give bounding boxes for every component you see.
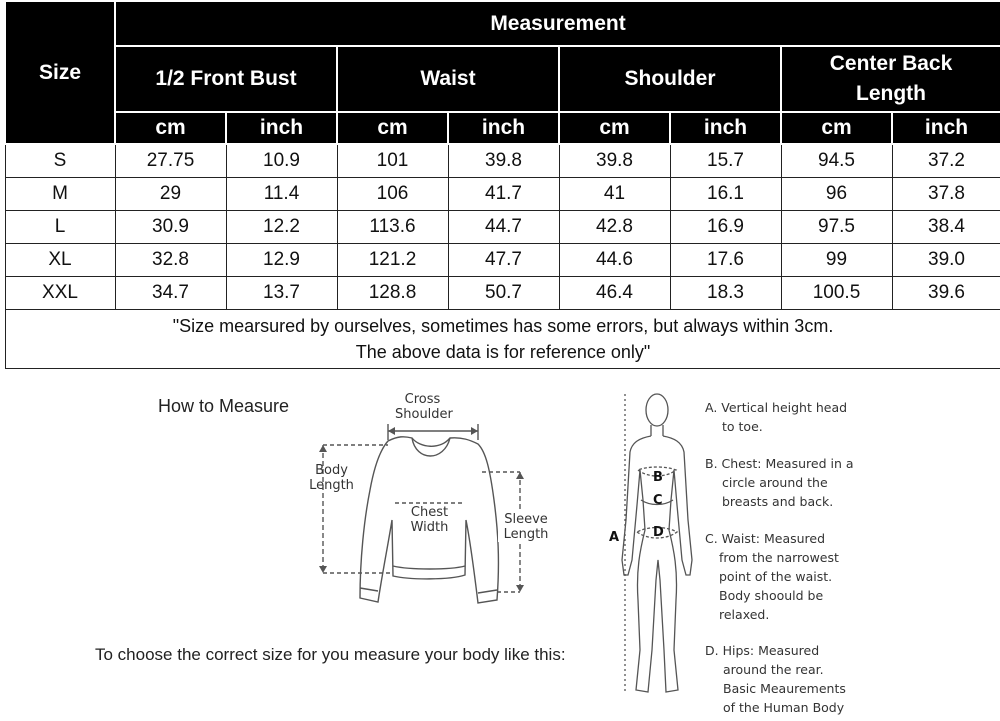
legend-a xyxy=(705,398,880,436)
measurement-cell: 29 xyxy=(115,178,226,211)
sleeve-length-label-line-2: Length xyxy=(503,527,549,542)
marker-a: A xyxy=(609,530,620,545)
measurement-cell: 16.1 xyxy=(670,178,781,211)
cross-shoulder-label-line-2: Shoulder xyxy=(395,407,453,422)
sweater-neckline xyxy=(412,438,450,456)
measurement-cell: 27.75 xyxy=(115,144,226,178)
body-length-label-line-2: Length xyxy=(309,478,354,493)
unit-header: cm xyxy=(781,112,892,144)
unit-header: cm xyxy=(115,112,226,144)
legend-d xyxy=(705,641,880,717)
measurement-cell: 17.6 xyxy=(670,244,781,277)
legend-b-line: breasts and back. xyxy=(722,494,834,509)
body-length-label-line-1: Body xyxy=(315,463,348,478)
marker-c: C xyxy=(653,493,663,508)
size-label: XL xyxy=(5,244,115,277)
measurement-cell: 46.4 xyxy=(559,277,670,310)
legend-d-line: around the rear. xyxy=(723,662,824,677)
legend-c-line: point of the waist. xyxy=(719,569,833,584)
chest-width-label xyxy=(402,505,457,535)
unit-header: inch xyxy=(670,112,781,144)
measurement-cell: 106 xyxy=(337,178,448,211)
measurement-cell: 101 xyxy=(337,144,448,178)
unit-header: inch xyxy=(448,112,559,144)
measurement-cell: 44.7 xyxy=(448,211,559,244)
sleeve-length-label xyxy=(498,512,554,542)
size-label: XXL xyxy=(5,277,115,310)
legend-b-line: B. Chest: Measured in a xyxy=(705,456,854,471)
legend-c-line: from the narrowest xyxy=(719,550,839,565)
unit-header: cm xyxy=(559,112,670,144)
chest-width-label-line-1: Chest xyxy=(410,505,449,520)
legend-a-line: A. Vertical height head xyxy=(705,400,848,415)
legend-c-line: Body shoould be xyxy=(719,588,824,603)
sweater-right-cuff xyxy=(478,590,497,593)
measurement-header: Measurement xyxy=(115,1,1000,46)
measurement-cell: 94.5 xyxy=(781,144,892,178)
group-header-shoulder: Shoulder xyxy=(559,46,781,112)
measurement-cell: 13.7 xyxy=(226,277,337,310)
legend-c xyxy=(705,529,880,624)
measurement-cell: 41 xyxy=(559,178,670,211)
cross-shoulder-label xyxy=(395,392,453,422)
measurement-cell: 113.6 xyxy=(337,211,448,244)
measurement-cell: 50.7 xyxy=(448,277,559,310)
measurement-cell: 38.4 xyxy=(892,211,1000,244)
measurement-cell: 11.4 xyxy=(226,178,337,211)
marker-d: D xyxy=(653,525,664,540)
group-header-waist: Waist xyxy=(337,46,559,112)
measurement-cell: 39.0 xyxy=(892,244,1000,277)
sweater-left-cuff xyxy=(360,588,378,591)
marker-b: B xyxy=(653,470,663,485)
measurement-cell: 12.9 xyxy=(226,244,337,277)
measurement-cell: 32.8 xyxy=(115,244,226,277)
sweater-hem xyxy=(393,566,465,569)
size-label: S xyxy=(5,144,115,178)
measurement-cell: 39.8 xyxy=(559,144,670,178)
measurement-cell: 47.7 xyxy=(448,244,559,277)
size-label: M xyxy=(5,178,115,211)
measurement-cell: 97.5 xyxy=(781,211,892,244)
measurement-cell: 42.8 xyxy=(559,211,670,244)
body-length-label xyxy=(304,463,359,493)
size-label: L xyxy=(5,211,115,244)
table-note-line-1: "Size mearsured by ourselves, sometimes has some errors, but always within 3cm. xyxy=(172,316,834,336)
measurement-cell: 30.9 xyxy=(115,211,226,244)
legend-a-line: to toe. xyxy=(722,419,763,434)
size-header: Size xyxy=(5,1,115,144)
group-header-center-back-length: Center Back Length xyxy=(781,46,1000,112)
measurement-cell: 18.3 xyxy=(670,277,781,310)
measurement-cell: 44.6 xyxy=(559,244,670,277)
measurement-cell: 16.9 xyxy=(670,211,781,244)
measurement-cell: 39.6 xyxy=(892,277,1000,310)
measurement-cell: 121.2 xyxy=(337,244,448,277)
cross-shoulder-label-line-1: Cross xyxy=(404,392,441,407)
choose-size-instruction: To choose the correct size for you measure your body like this: xyxy=(95,645,566,664)
unit-header: cm xyxy=(337,112,448,144)
unit-header: inch xyxy=(892,112,1000,144)
sleeve-length-label-line-1: Sleeve xyxy=(504,512,548,527)
measurement-cell: 37.8 xyxy=(892,178,1000,211)
measurement-cell: 15.7 xyxy=(670,144,781,178)
body-figure xyxy=(622,394,692,692)
legend-d-line: D. Hips: Measured xyxy=(705,643,820,658)
legend-b xyxy=(705,454,880,511)
measurement-cell: 10.9 xyxy=(226,144,337,178)
measurement-cell: 41.7 xyxy=(448,178,559,211)
measurement-cell: 99 xyxy=(781,244,892,277)
legend-b-line: circle around the xyxy=(722,475,828,490)
legend-c-line: relaxed. xyxy=(719,607,770,622)
legend-d-line: of the Human Body xyxy=(723,700,845,715)
measurement-cell: 100.5 xyxy=(781,277,892,310)
measurement-cell: 128.8 xyxy=(337,277,448,310)
table-note-line-2: The above data is for reference only" xyxy=(355,342,651,362)
measurement-cell: 37.2 xyxy=(892,144,1000,178)
measurement-cell: 96 xyxy=(781,178,892,211)
legend-c-line: C. Waist: Measured xyxy=(705,531,826,546)
unit-header: inch xyxy=(226,112,337,144)
measurement-cell: 34.7 xyxy=(115,277,226,310)
measurement-cell: 12.2 xyxy=(226,211,337,244)
chest-width-label-line-2: Width xyxy=(410,520,449,535)
legend-d-line: Basic Meaurements xyxy=(723,681,846,696)
how-to-measure-title: How to Measure xyxy=(158,396,290,416)
group-header-bust: 1/2 Front Bust xyxy=(115,46,337,112)
measurement-cell: 39.8 xyxy=(448,144,559,178)
